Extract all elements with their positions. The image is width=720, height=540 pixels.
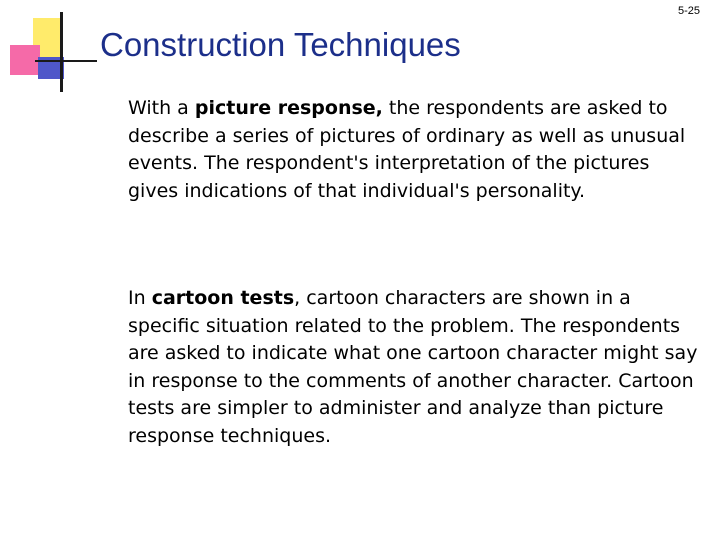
paragraph-text: the respondents are asked to describe a series of pictures of ordinary as well as unusual events. The respondent's interpretation of the pictures gives indications of that individual's personality. [128, 97, 686, 202]
slide-title: Construction Techniques [100, 26, 461, 63]
slide-number: 5-25 [677, 5, 700, 17]
decor-horizontal-line [35, 60, 97, 62]
decor-vertical-line [60, 12, 63, 92]
term-picture-response: picture response, [194, 97, 383, 119]
paragraph-prefix: With a [128, 97, 195, 119]
paragraph-picture-response [128, 95, 703, 205]
term-cartoon-tests: cartoon tests [151, 287, 295, 309]
paragraph-prefix: In [128, 287, 152, 309]
paragraph-cartoon-tests [128, 285, 703, 450]
paragraph-text: , cartoon characters are shown in a specific situation related to the problem. The respondents are asked to indicate what one cartoon character might say in response to the comments of another character. Cartoon tests are simpler to administer and analyze than picture response techniques. [128, 287, 698, 447]
